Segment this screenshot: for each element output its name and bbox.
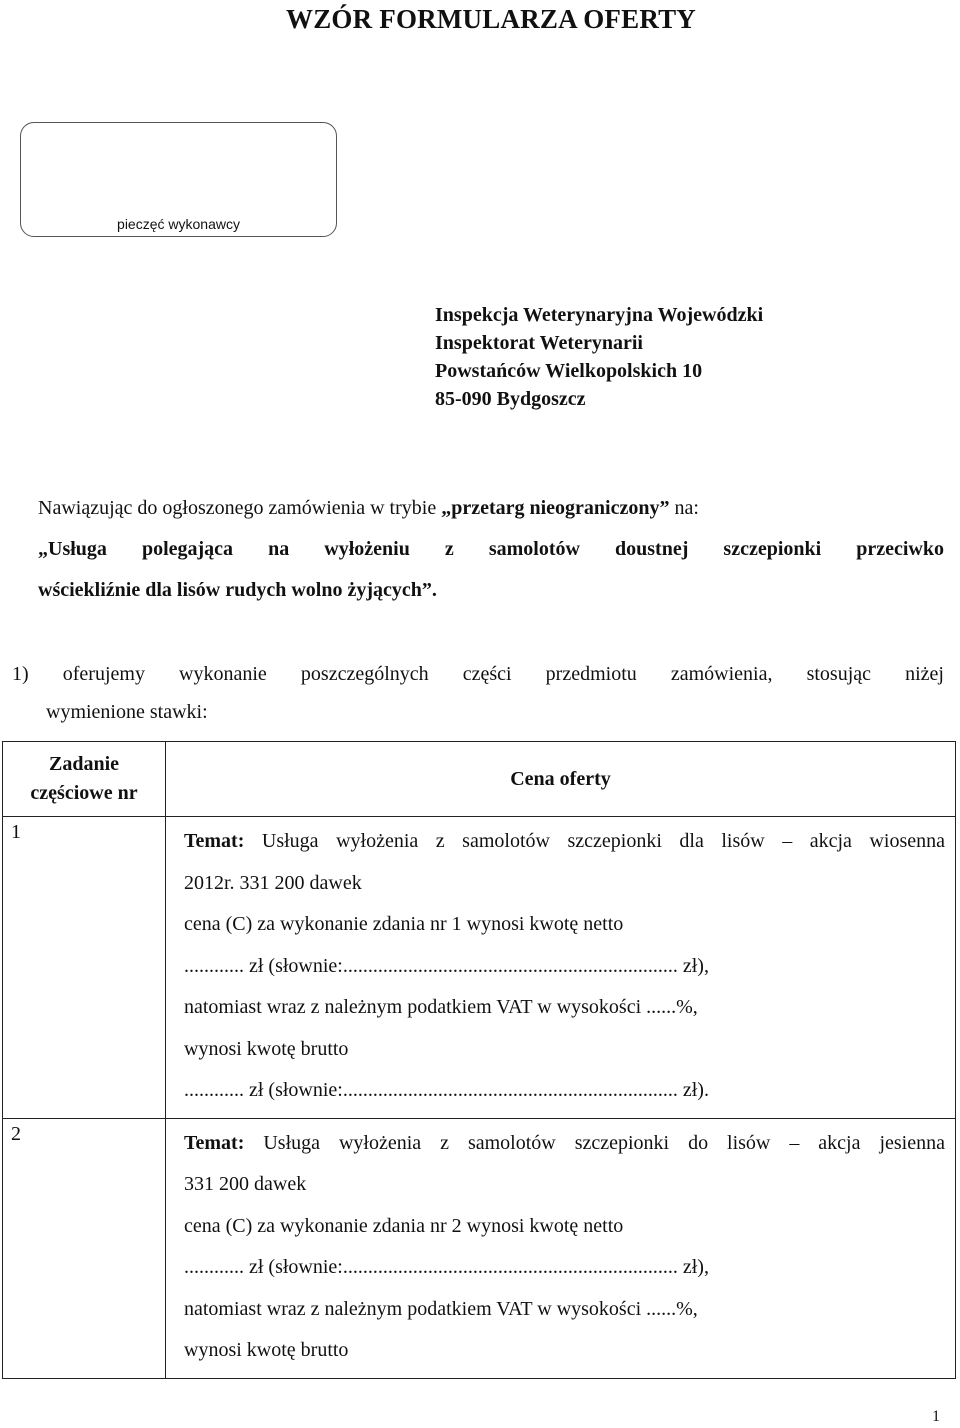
addressee-line-2: Inspektorat Weterynarii (435, 332, 643, 354)
subject-line-1: „Usługa polegająca na wyłożeniu z samolotów doustnej szczepionki przeciwko (38, 538, 944, 560)
topic-line-1: Usługa wyłożenia z samolotów szczepionki dla lisów – akcja wiosenna (244, 830, 945, 852)
gross-amount-line: ............ zł (słownie:................................................................... zł). (184, 1079, 709, 1101)
topic-label: Temat: (184, 830, 245, 852)
addressee-block (435, 301, 763, 413)
task-content (166, 1118, 956, 1378)
table-row (3, 817, 956, 1119)
vat-line: natomiast wraz z należnym podatkiem VAT w wysokości ......%, (184, 996, 698, 1018)
price-line: cena (C) za wykonanie zdania nr 1 wynosi kwotę netto (184, 913, 624, 935)
net-amount-line: ............ zł (słownie:................................................................... zł), (184, 1256, 709, 1278)
header-task-number (3, 742, 166, 817)
task-content (166, 817, 956, 1119)
table-header-row (3, 742, 956, 817)
form-title: WZÓR FORMULARZA OFERTY (286, 4, 696, 34)
gross-label: wynosi kwotę brutto (184, 1339, 349, 1361)
point-1 (12, 655, 944, 731)
topic-line-2: 331 200 dawek (184, 1173, 307, 1195)
topic-line-1: Usługa wyłożenia z samolotów szczepionki do lisów – akcja jesienna (244, 1131, 945, 1154)
procurement-mode: „przetarg nieograniczony” (441, 497, 670, 519)
addressee-line-1: Inspekcja Weterynaryjna Wojewódzki (435, 304, 764, 326)
header-task-line-1: Zadanie (48, 753, 120, 775)
header-task-line-2: częściowe nr (30, 782, 138, 804)
price-line: cena (C) za wykonanie zdania nr 2 wynosi kwotę netto (184, 1214, 624, 1237)
task-number: 2 (3, 1118, 166, 1378)
intro-paragraph (38, 488, 944, 611)
table-row (3, 1118, 956, 1378)
subject-line-2: wściekliźnie dla lisów rudych wolno żyjących”. (38, 579, 437, 601)
intro-after-mode: na: (669, 497, 699, 519)
point-1-line-1: 1) oferujemy wykonanie poszczególnych części przedmiotu zamówienia, stosując niżej (12, 663, 944, 685)
topic-line-2: 2012r. 331 200 dawek (184, 871, 362, 894)
point-1-line-2: wymienione stawki: (46, 701, 208, 723)
gross-label: wynosi kwotę brutto (184, 1037, 349, 1060)
offer-table (2, 741, 956, 1379)
vat-line: natomiast wraz z należnym podatkiem VAT w wysokości ......%, (184, 1297, 698, 1320)
intro-lead: Nawiązując do ogłoszonego zamówienia w trybie (38, 497, 442, 519)
addressee-line-4: 85-090 Bydgoszcz (435, 388, 586, 410)
net-amount-line: ............ zł (słownie:................................................................... zł), (184, 954, 709, 977)
task-number: 1 (3, 817, 166, 1119)
addressee-line-3: Powstańców Wielkopolskich 10 (435, 360, 703, 382)
contractor-stamp-box (20, 122, 337, 237)
header-offer-price: Cena oferty (166, 742, 956, 817)
topic-label: Temat: (184, 1131, 245, 1154)
page-number: 1 (932, 1408, 940, 1425)
stamp-label: pieczęć wykonawcy (117, 216, 240, 232)
